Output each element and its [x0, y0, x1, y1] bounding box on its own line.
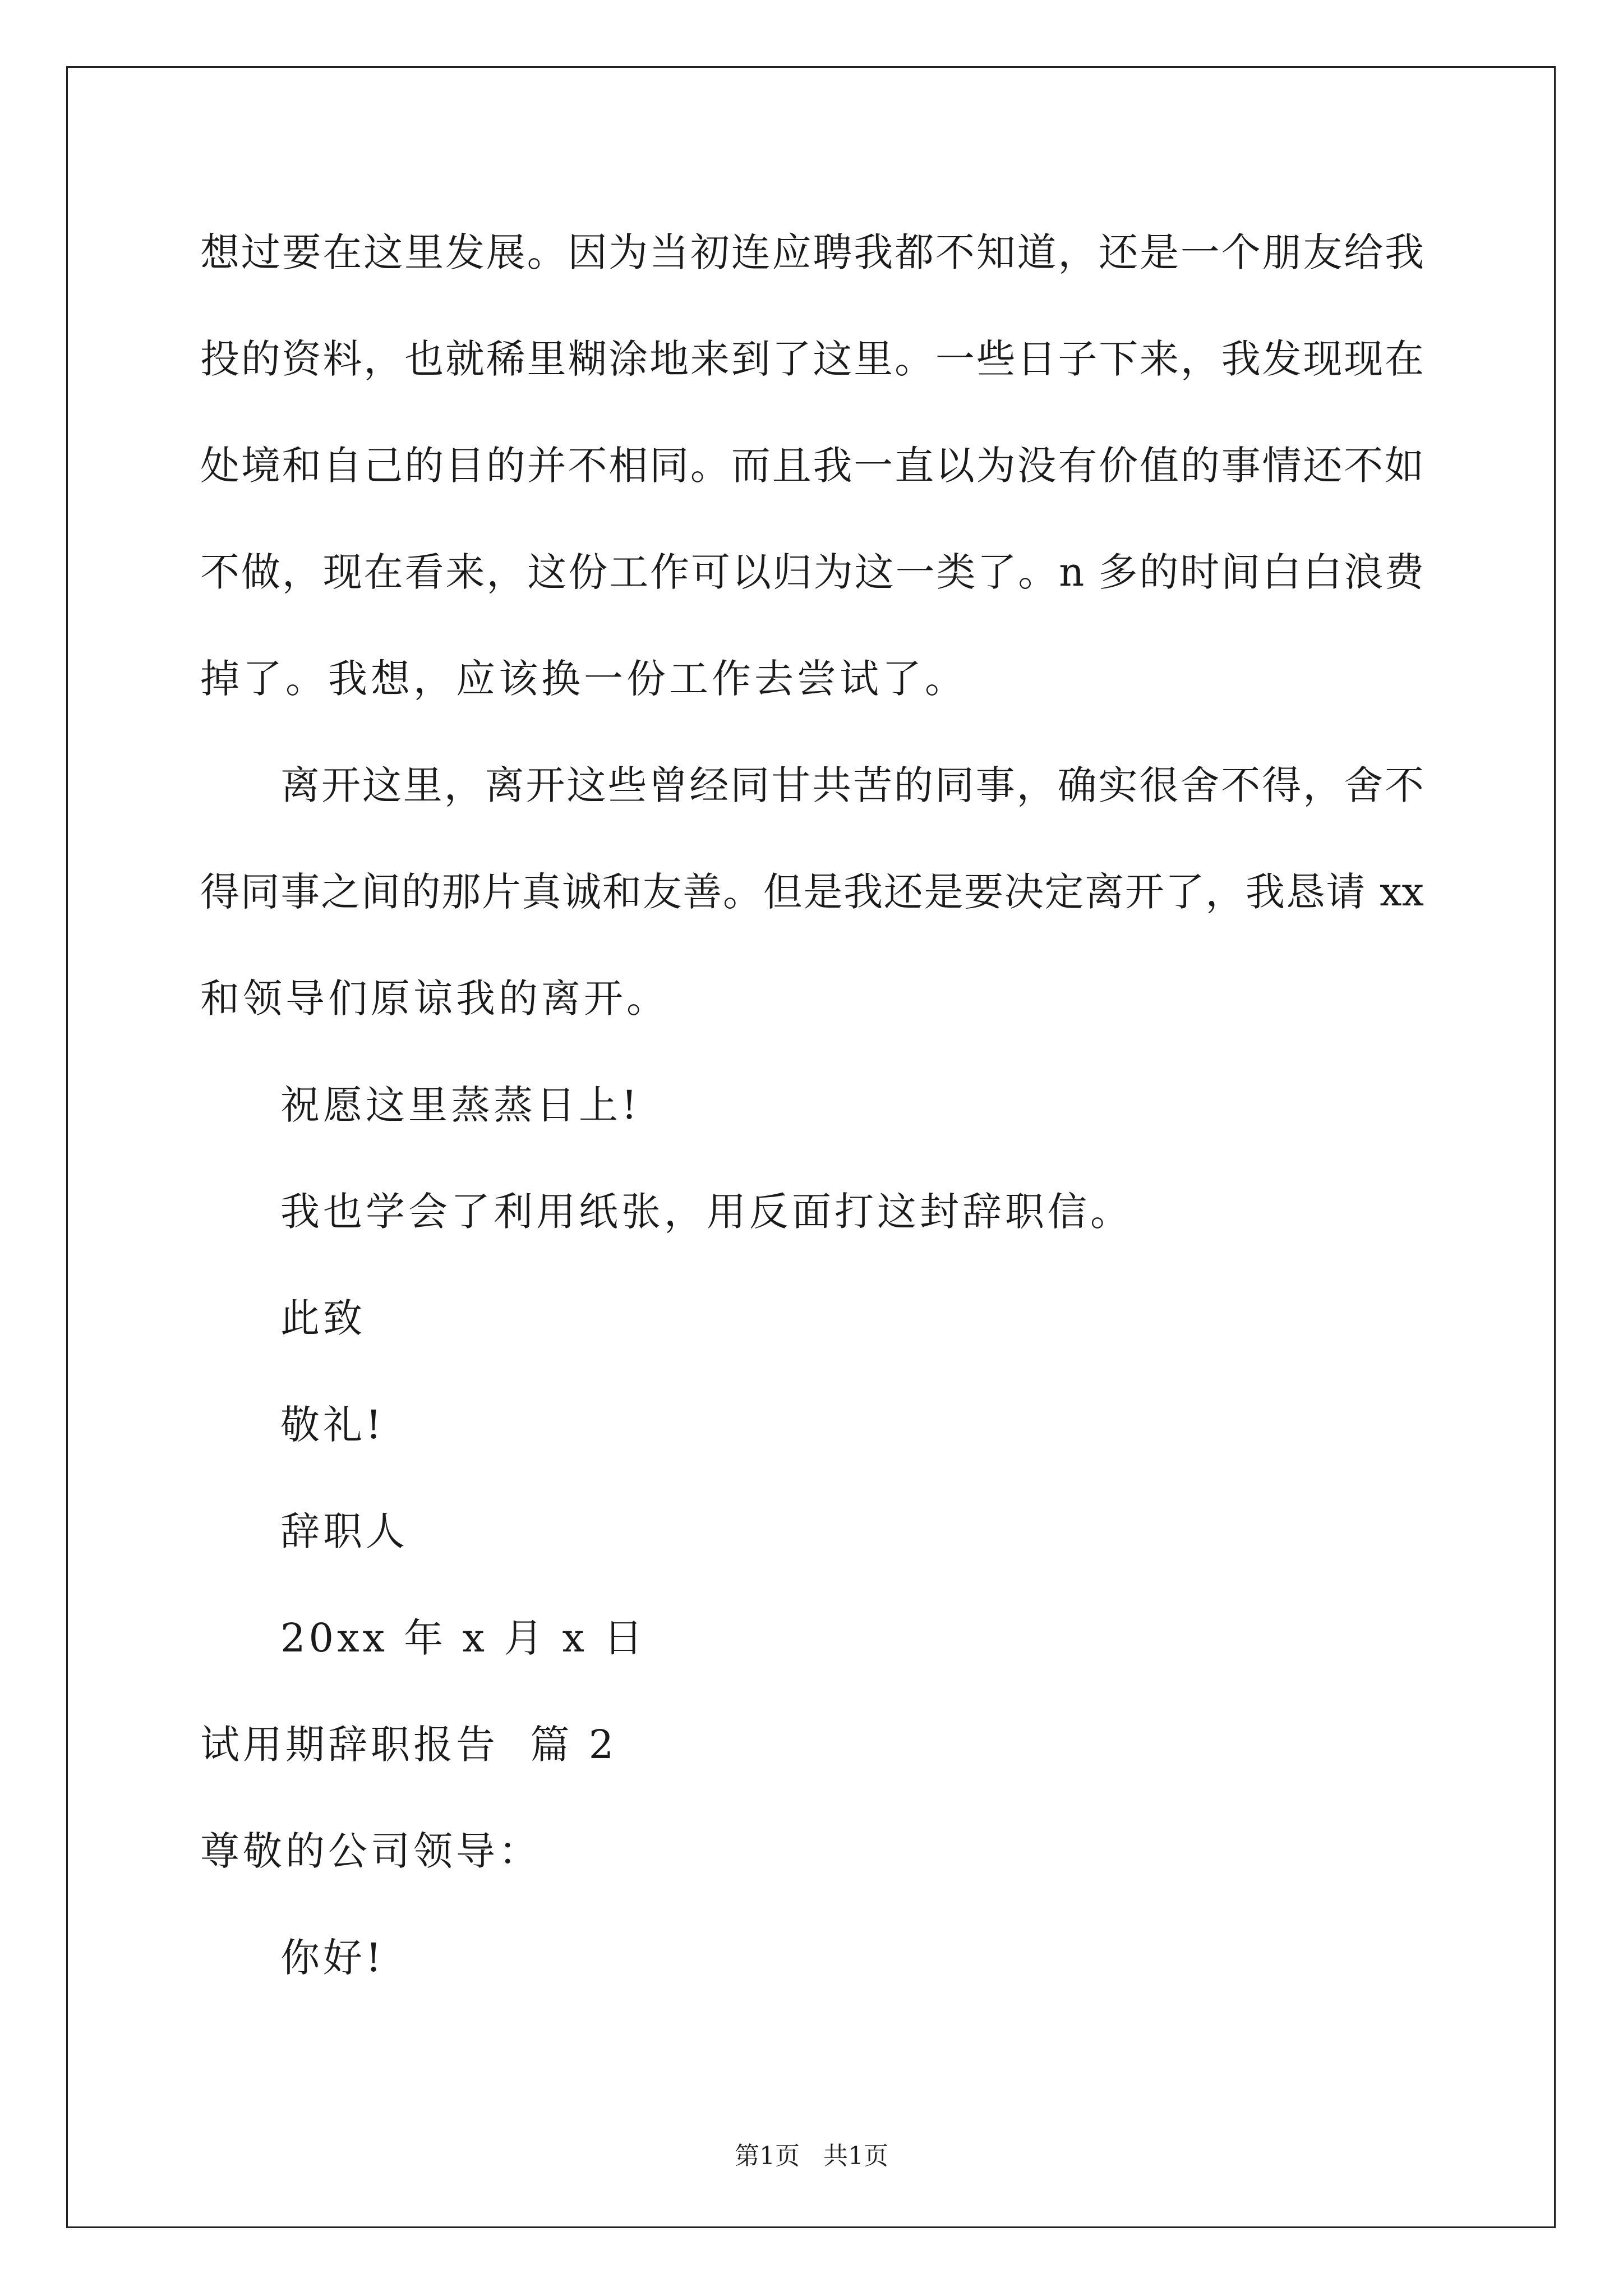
- closing-regards: 敬礼!: [280, 1402, 385, 1448]
- paragraph-1-line-4: 不做，现在看来，这份工作可以归为这一类了。n 多的时间白白浪费: [200, 549, 1424, 595]
- paragraph-1-line-3: 处境和自己的目的并不相同。而且我一直以为没有价值的事情还不如: [200, 443, 1424, 489]
- page-number-footer: 第1页 共1页: [735, 2142, 888, 2170]
- paragraph-1-line-5: 掉了。我想，应该换一份工作去尝试了。: [200, 656, 967, 702]
- closing-salutation: 此致: [280, 1295, 366, 1341]
- page-border: [66, 66, 1556, 2228]
- wish-line: 祝愿这里蒸蒸日上!: [280, 1082, 641, 1128]
- signature-label: 辞职人: [280, 1508, 408, 1554]
- paragraph-2-line-3: 和领导们原谅我的离开。: [200, 976, 669, 1022]
- date-line: 20xx 年 x 月 x 日: [280, 1615, 647, 1661]
- hello-line: 你好!: [280, 1935, 385, 1981]
- paragraph-1-line-1: 想过要在这里发展。因为当初连应聘我都不知道，还是一个朋友给我: [200, 229, 1424, 275]
- greeting-line: 尊敬的公司领导：: [200, 1828, 541, 1874]
- section-heading: 试用期辞职报告 篇 2: [200, 1722, 617, 1768]
- paragraph-2-line-1: 离开这里，离开这些曾经同甘共苦的同事，确实很舍不得，舍不: [280, 762, 1424, 808]
- paper-note-line: 我也学会了利用纸张，用反面打这封辞职信。: [280, 1189, 1133, 1235]
- paragraph-1-line-2: 投的资料，也就稀里糊涂地来到了这里。一些日子下来，我发现现在: [200, 336, 1424, 382]
- paragraph-2-line-2: 得同事之间的那片真诚和友善。但是我还是要决定离开了，我恳请 xx: [200, 869, 1424, 915]
